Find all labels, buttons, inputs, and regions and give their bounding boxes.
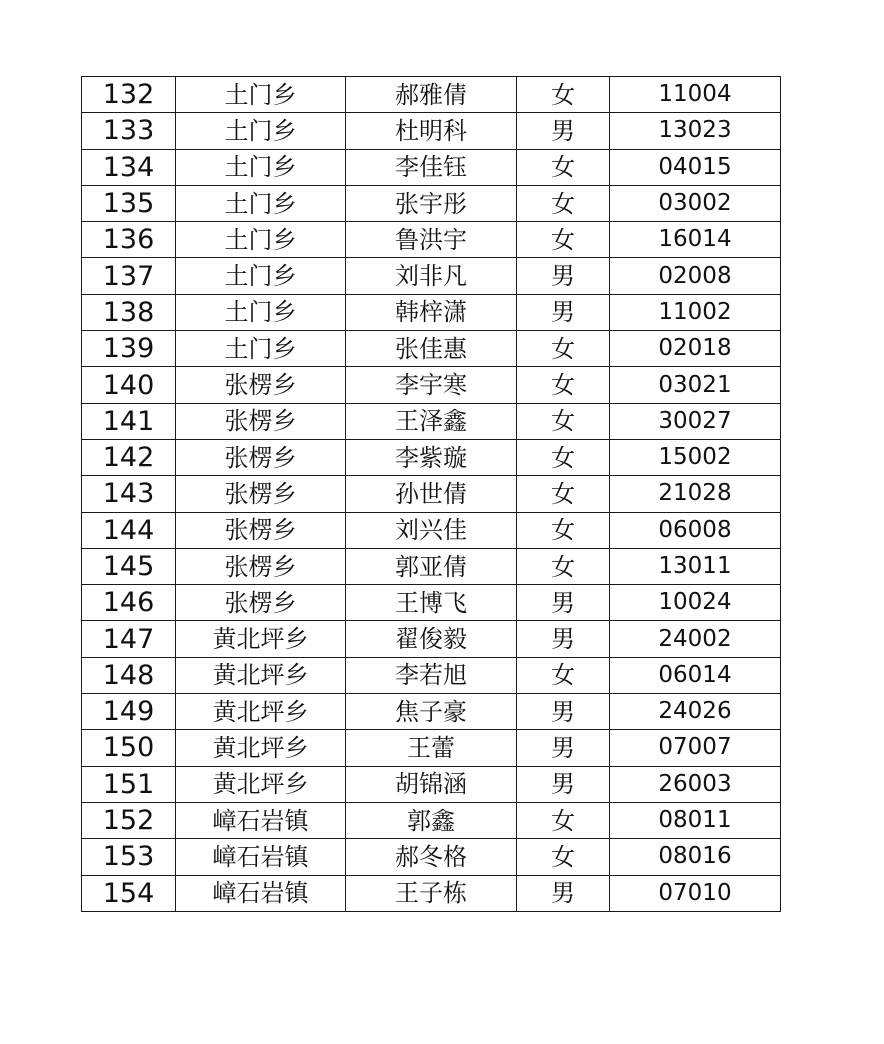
township-cell: 黄北坪乡 <box>176 621 346 657</box>
table-row <box>82 149 781 185</box>
township-cell: 黄北坪乡 <box>176 694 346 730</box>
gender-cell: 男 <box>517 258 610 294</box>
table-row <box>82 875 781 911</box>
id-code-cell: 06008 <box>610 512 781 548</box>
gender-cell: 女 <box>517 77 610 113</box>
id-code-cell: 10024 <box>610 585 781 621</box>
row-number-cell: 150 <box>82 730 176 766</box>
row-number-cell: 134 <box>82 149 176 185</box>
row-number-cell: 142 <box>82 439 176 475</box>
row-number-cell: 153 <box>82 839 176 875</box>
person-name-cell: 杜明科 <box>346 113 517 149</box>
township-cell: 嶂石岩镇 <box>176 802 346 838</box>
row-number-cell: 133 <box>82 113 176 149</box>
township-cell: 土门乡 <box>176 149 346 185</box>
table-row <box>82 222 781 258</box>
row-number-cell: 146 <box>82 585 176 621</box>
table-row <box>82 694 781 730</box>
township-cell: 土门乡 <box>176 77 346 113</box>
id-code-cell: 08016 <box>610 839 781 875</box>
gender-cell: 男 <box>517 766 610 802</box>
gender-cell: 男 <box>517 621 610 657</box>
table-row <box>82 476 781 512</box>
row-number-cell: 152 <box>82 802 176 838</box>
township-cell: 张楞乡 <box>176 585 346 621</box>
person-name-cell: 郝雅倩 <box>346 77 517 113</box>
gender-cell: 女 <box>517 222 610 258</box>
person-name-cell: 王博飞 <box>346 585 517 621</box>
person-name-cell: 刘非凡 <box>346 258 517 294</box>
row-number-cell: 137 <box>82 258 176 294</box>
gender-cell: 男 <box>517 730 610 766</box>
id-code-cell: 16014 <box>610 222 781 258</box>
gender-cell: 男 <box>517 875 610 911</box>
id-code-cell: 13011 <box>610 548 781 584</box>
id-code-cell: 24026 <box>610 694 781 730</box>
roster-table <box>81 76 781 912</box>
table-row <box>82 621 781 657</box>
township-cell: 土门乡 <box>176 294 346 330</box>
person-name-cell: 王蕾 <box>346 730 517 766</box>
id-code-cell: 03002 <box>610 185 781 221</box>
township-cell: 张楞乡 <box>176 403 346 439</box>
id-code-cell: 21028 <box>610 476 781 512</box>
table-row <box>82 766 781 802</box>
township-cell: 张楞乡 <box>176 548 346 584</box>
person-name-cell: 李紫璇 <box>346 439 517 475</box>
id-code-cell: 06014 <box>610 657 781 693</box>
table-row <box>82 113 781 149</box>
township-cell: 张楞乡 <box>176 512 346 548</box>
row-number-cell: 140 <box>82 367 176 403</box>
township-cell: 嶂石岩镇 <box>176 875 346 911</box>
table-row <box>82 439 781 475</box>
person-name-cell: 郭鑫 <box>346 802 517 838</box>
row-number-cell: 144 <box>82 512 176 548</box>
id-code-cell: 24002 <box>610 621 781 657</box>
table-row <box>82 512 781 548</box>
gender-cell: 女 <box>517 439 610 475</box>
township-cell: 张楞乡 <box>176 367 346 403</box>
person-name-cell: 郝冬格 <box>346 839 517 875</box>
id-code-cell: 07007 <box>610 730 781 766</box>
person-name-cell: 张佳惠 <box>346 331 517 367</box>
id-code-cell: 26003 <box>610 766 781 802</box>
row-number-cell: 141 <box>82 403 176 439</box>
row-number-cell: 154 <box>82 875 176 911</box>
id-code-cell: 11004 <box>610 77 781 113</box>
row-number-cell: 149 <box>82 694 176 730</box>
township-cell: 黄北坪乡 <box>176 766 346 802</box>
township-cell: 土门乡 <box>176 222 346 258</box>
id-code-cell: 03021 <box>610 367 781 403</box>
table-row <box>82 185 781 221</box>
township-cell: 土门乡 <box>176 113 346 149</box>
id-code-cell: 13023 <box>610 113 781 149</box>
gender-cell: 男 <box>517 694 610 730</box>
row-number-cell: 135 <box>82 185 176 221</box>
gender-cell: 女 <box>517 185 610 221</box>
person-name-cell: 孙世倩 <box>346 476 517 512</box>
person-name-cell: 焦子豪 <box>346 694 517 730</box>
gender-cell: 女 <box>517 403 610 439</box>
table-row <box>82 657 781 693</box>
township-cell: 土门乡 <box>176 331 346 367</box>
person-name-cell: 刘兴佳 <box>346 512 517 548</box>
township-cell: 黄北坪乡 <box>176 657 346 693</box>
table-row <box>82 294 781 330</box>
person-name-cell: 鲁洪宇 <box>346 222 517 258</box>
person-name-cell: 胡锦涵 <box>346 766 517 802</box>
table-row <box>82 258 781 294</box>
id-code-cell: 15002 <box>610 439 781 475</box>
id-code-cell: 08011 <box>610 802 781 838</box>
id-code-cell: 11002 <box>610 294 781 330</box>
table-row <box>82 77 781 113</box>
row-number-cell: 138 <box>82 294 176 330</box>
person-name-cell: 郭亚倩 <box>346 548 517 584</box>
table-row <box>82 403 781 439</box>
person-name-cell: 王泽鑫 <box>346 403 517 439</box>
row-number-cell: 143 <box>82 476 176 512</box>
row-number-cell: 132 <box>82 77 176 113</box>
gender-cell: 女 <box>517 476 610 512</box>
table-row <box>82 585 781 621</box>
township-cell: 土门乡 <box>176 185 346 221</box>
table-row <box>82 331 781 367</box>
gender-cell: 男 <box>517 585 610 621</box>
table-row <box>82 802 781 838</box>
id-code-cell: 04015 <box>610 149 781 185</box>
gender-cell: 女 <box>517 331 610 367</box>
person-name-cell: 韩梓潇 <box>346 294 517 330</box>
township-cell: 黄北坪乡 <box>176 730 346 766</box>
gender-cell: 女 <box>517 548 610 584</box>
id-code-cell: 02008 <box>610 258 781 294</box>
row-number-cell: 145 <box>82 548 176 584</box>
person-name-cell: 王子栋 <box>346 875 517 911</box>
roster-table-body <box>82 77 781 912</box>
township-cell: 张楞乡 <box>176 439 346 475</box>
person-name-cell: 张宇彤 <box>346 185 517 221</box>
gender-cell: 女 <box>517 367 610 403</box>
row-number-cell: 148 <box>82 657 176 693</box>
person-name-cell: 李宇寒 <box>346 367 517 403</box>
row-number-cell: 136 <box>82 222 176 258</box>
township-cell: 土门乡 <box>176 258 346 294</box>
gender-cell: 男 <box>517 113 610 149</box>
id-code-cell: 30027 <box>610 403 781 439</box>
gender-cell: 女 <box>517 512 610 548</box>
gender-cell: 女 <box>517 839 610 875</box>
gender-cell: 男 <box>517 294 610 330</box>
row-number-cell: 147 <box>82 621 176 657</box>
gender-cell: 女 <box>517 802 610 838</box>
table-row <box>82 839 781 875</box>
row-number-cell: 139 <box>82 331 176 367</box>
table-row <box>82 367 781 403</box>
township-cell: 张楞乡 <box>176 476 346 512</box>
township-cell: 嶂石岩镇 <box>176 839 346 875</box>
id-code-cell: 07010 <box>610 875 781 911</box>
table-row <box>82 730 781 766</box>
gender-cell: 女 <box>517 149 610 185</box>
gender-cell: 女 <box>517 657 610 693</box>
person-name-cell: 翟俊毅 <box>346 621 517 657</box>
row-number-cell: 151 <box>82 766 176 802</box>
id-code-cell: 02018 <box>610 331 781 367</box>
person-name-cell: 李佳钰 <box>346 149 517 185</box>
table-row <box>82 548 781 584</box>
person-name-cell: 李若旭 <box>346 657 517 693</box>
